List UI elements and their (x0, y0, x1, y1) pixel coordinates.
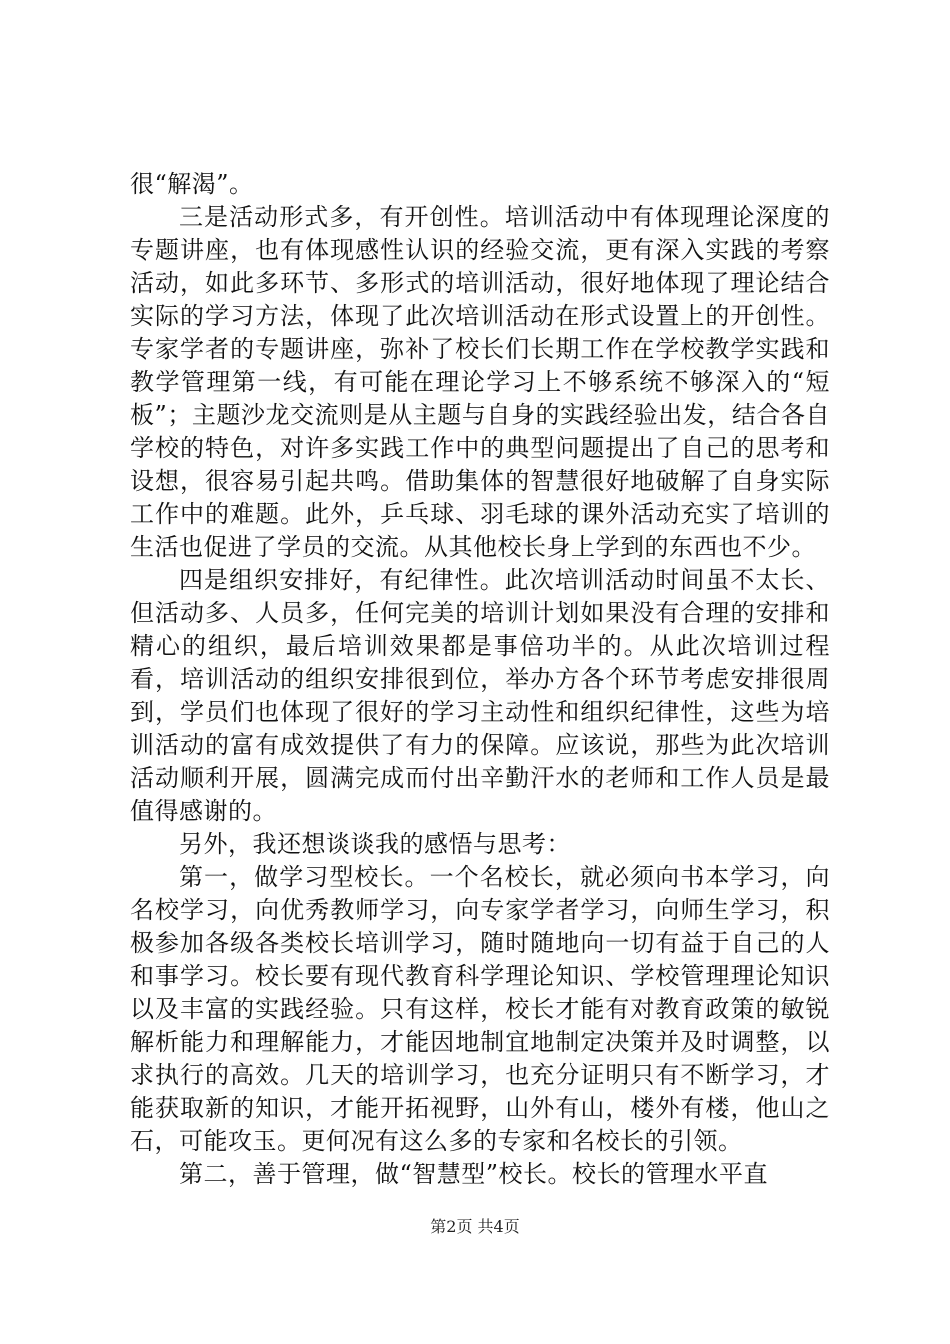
page-number-label: 第2页 共4页 (430, 1217, 520, 1236)
page-footer (0, 1216, 950, 1238)
paragraph-point-three: 三是活动形式多，有开创性。培训活动中有体现理论深度的专题讲座，也有体现感性认识的经验交流，更有深入实践的考察活动，如此多环节、多形式的培训活动，很好地体现了理论结合实际的学习方法，体现了此次培训活动在形式设置上的开创性。专家学者的专题讲座，弥补了校长们长期工作在学校教学实践和教学管理第一线，有可能在理论学习上不够系统不够深入的“短板”；主题沙龙交流则是从主题与自身的实践经验出发，结合各自学校的特色，对许多实践工作中的典型问题提出了自己的思考和设想，很容易引起共鸣。借助集体的智慧很好地破解了自身实际工作中的难题。此外，乒乓球、羽毛球的课外活动充实了培训的生活也促进了学员的交流。从其他校长身上学到的东西也不少。 (130, 203, 830, 561)
paragraph-first-reflection: 第一，做学习型校长。一个名校长，就必须向书本学习，向名校学习，向优秀教师学习，向专家学者学习，向师生学习，积极参加各级各类校长培训学习，随时随地向一切有益于自己的人和事学习。校长要有现代教育科学理论知识、学校管理理论知识以及丰富的实践经验。只有这样，校长才能有对教育政策的敏锐解析能力和理解能力，才能因地制宜地制定决策并及时调整，以求执行的高效。几天的培训学习，也充分证明只有不断学习，才能获取新的知识，才能开拓视野，山外有山，楼外有楼，他山之石，可能攻玉。更何况有这么多的专家和名校长的引领。 (130, 863, 830, 1155)
paragraph-second-reflection: 第二，善于管理，做“智慧型”校长。校长的管理水平直 (179, 1160, 769, 1188)
paragraph-reflection-intro: 另外，我还想谈谈我的感悟与思考： (179, 830, 571, 858)
paragraph-continuation: 很“解渴”。 (130, 170, 254, 198)
paragraph-point-four: 四是组织安排好，有纪律性。此次培训活动时间虽不太长、但活动多、人员多，任何完美的培训计划如果没有合理的安排和精心的组织，最后培训效果都是事倍功半的。从此次培训过程看，培训活动的组织安排很到位，举办方各个环节考虑安排很周到，学员们也体现了很好的学习主动性和组织纪律性，这些为培训活动的富有成效提供了有力的保障。应该说，那些为此次培训活动顺利开展，圆满完成而付出辛勤汗水的老师和工作人员是最值得感谢的。 (130, 566, 830, 825)
document-body (130, 168, 830, 1191)
